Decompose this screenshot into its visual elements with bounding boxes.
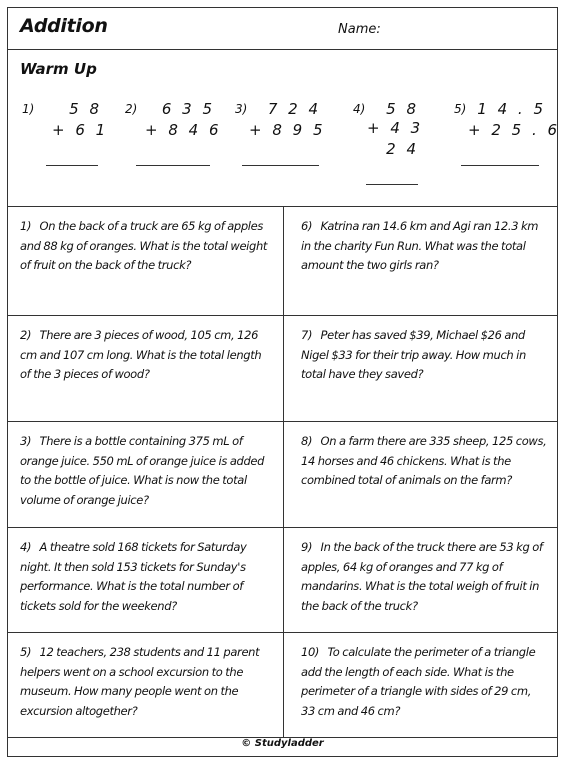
problem-number: 5) xyxy=(20,645,32,659)
sum-line: 7 2 4 xyxy=(267,100,321,118)
problem-8 xyxy=(284,422,557,528)
answer-line xyxy=(461,165,539,166)
sum-line: + 6 1 xyxy=(52,121,109,139)
sum-line: 6 3 5 xyxy=(161,100,215,118)
sum-line: 5 8 xyxy=(386,100,419,118)
word-problems-grid xyxy=(8,207,557,732)
problem-6 xyxy=(284,207,557,316)
problem-number: 10) xyxy=(301,645,320,659)
answer-line xyxy=(46,165,98,166)
footer-copyright: © Studyladder xyxy=(241,738,324,749)
problem-2 xyxy=(8,316,284,422)
sum-number: 1) xyxy=(22,102,35,116)
problem-text: In the back of the truck there are 53 kg of apples, 64 kg of oranges and 77 kg of mandarins. What is the total weigh of fruit in the back of the truck? xyxy=(301,540,543,613)
problem-number: 2) xyxy=(20,328,32,342)
problem-number: 9) xyxy=(301,540,313,554)
answer-line xyxy=(136,165,210,166)
problem-10 xyxy=(284,633,557,738)
problem-text: There is a bottle containing 375 mL of orange juice. 550 mL of orange juice is added to the bottle of juice. What is now the total volume of orange juice? xyxy=(20,434,265,507)
problem-text: On a farm there are 335 sheep, 125 cows, 14 horses and 46 chickens. What is the combined total of animals on the farm? xyxy=(301,434,547,487)
warm-up-section xyxy=(8,50,561,207)
problem-text: 12 teachers, 238 students and 11 parent helpers went on a school excursion to the museum. How many people went on the excursion altogether? xyxy=(20,645,260,718)
problem-number: 6) xyxy=(301,219,313,233)
sum-line: + 2 5 . 6 xyxy=(468,121,561,139)
sum-line: + 8 9 5 xyxy=(249,121,326,139)
name-label: Name: xyxy=(338,22,381,37)
problem-number: 8) xyxy=(301,434,313,448)
problem-number: 4) xyxy=(20,540,32,554)
answer-line xyxy=(366,184,418,185)
sum-number: 2) xyxy=(125,102,138,116)
problem-5 xyxy=(8,633,284,738)
worksheet-header xyxy=(8,8,557,50)
sum-number: 3) xyxy=(235,102,248,116)
sum-line: 1 4 . 5 xyxy=(477,100,546,118)
sum-number: 5) xyxy=(454,102,467,116)
problem-7 xyxy=(284,316,557,422)
sum-line: 2 4 xyxy=(386,140,419,158)
problem-text: To calculate the perimeter of a triangle add the length of each side. What is the perimeter of a triangle with sides of 29 cm, 33 cm and 46 cm? xyxy=(301,645,536,718)
problem-1 xyxy=(8,207,284,316)
problem-number: 7) xyxy=(301,328,313,342)
worksheet xyxy=(7,7,561,757)
answer-line xyxy=(242,165,319,166)
problem-text: On the back of a truck are 65 kg of apples and 88 kg of oranges. What is the total weight of fruit on the back of the truck? xyxy=(20,219,268,272)
page-title: Addition xyxy=(20,15,108,37)
problem-text: Katrina ran 14.6 km and Agi ran 12.3 km in the charity Fun Run. What was the total amount the two girls ran? xyxy=(301,219,539,272)
problem-number: 1) xyxy=(20,219,32,233)
problem-text: A theatre sold 168 tickets for Saturday night. It then sold 153 tickets for Sunday's performance. What is the total number of tickets sold for the weekend? xyxy=(20,540,247,613)
problem-4 xyxy=(8,528,284,633)
sum-line: 5 8 xyxy=(69,100,102,118)
problem-text: There are 3 pieces of wood, 105 cm, 126 cm and 107 cm long. What is the total length of the 3 pieces of wood? xyxy=(20,328,262,381)
problem-3 xyxy=(8,422,284,528)
warm-up-title: Warm Up xyxy=(20,60,97,78)
sum-line: + 8 4 6 xyxy=(145,121,222,139)
sum-line: + 4 3 xyxy=(367,119,424,137)
problem-9 xyxy=(284,528,557,633)
sum-number: 4) xyxy=(353,102,366,116)
problem-number: 3) xyxy=(20,434,32,448)
problem-text: Peter has saved $39, Michael $26 and Nigel $33 for their trip away. How much in total have they saved? xyxy=(301,328,526,381)
